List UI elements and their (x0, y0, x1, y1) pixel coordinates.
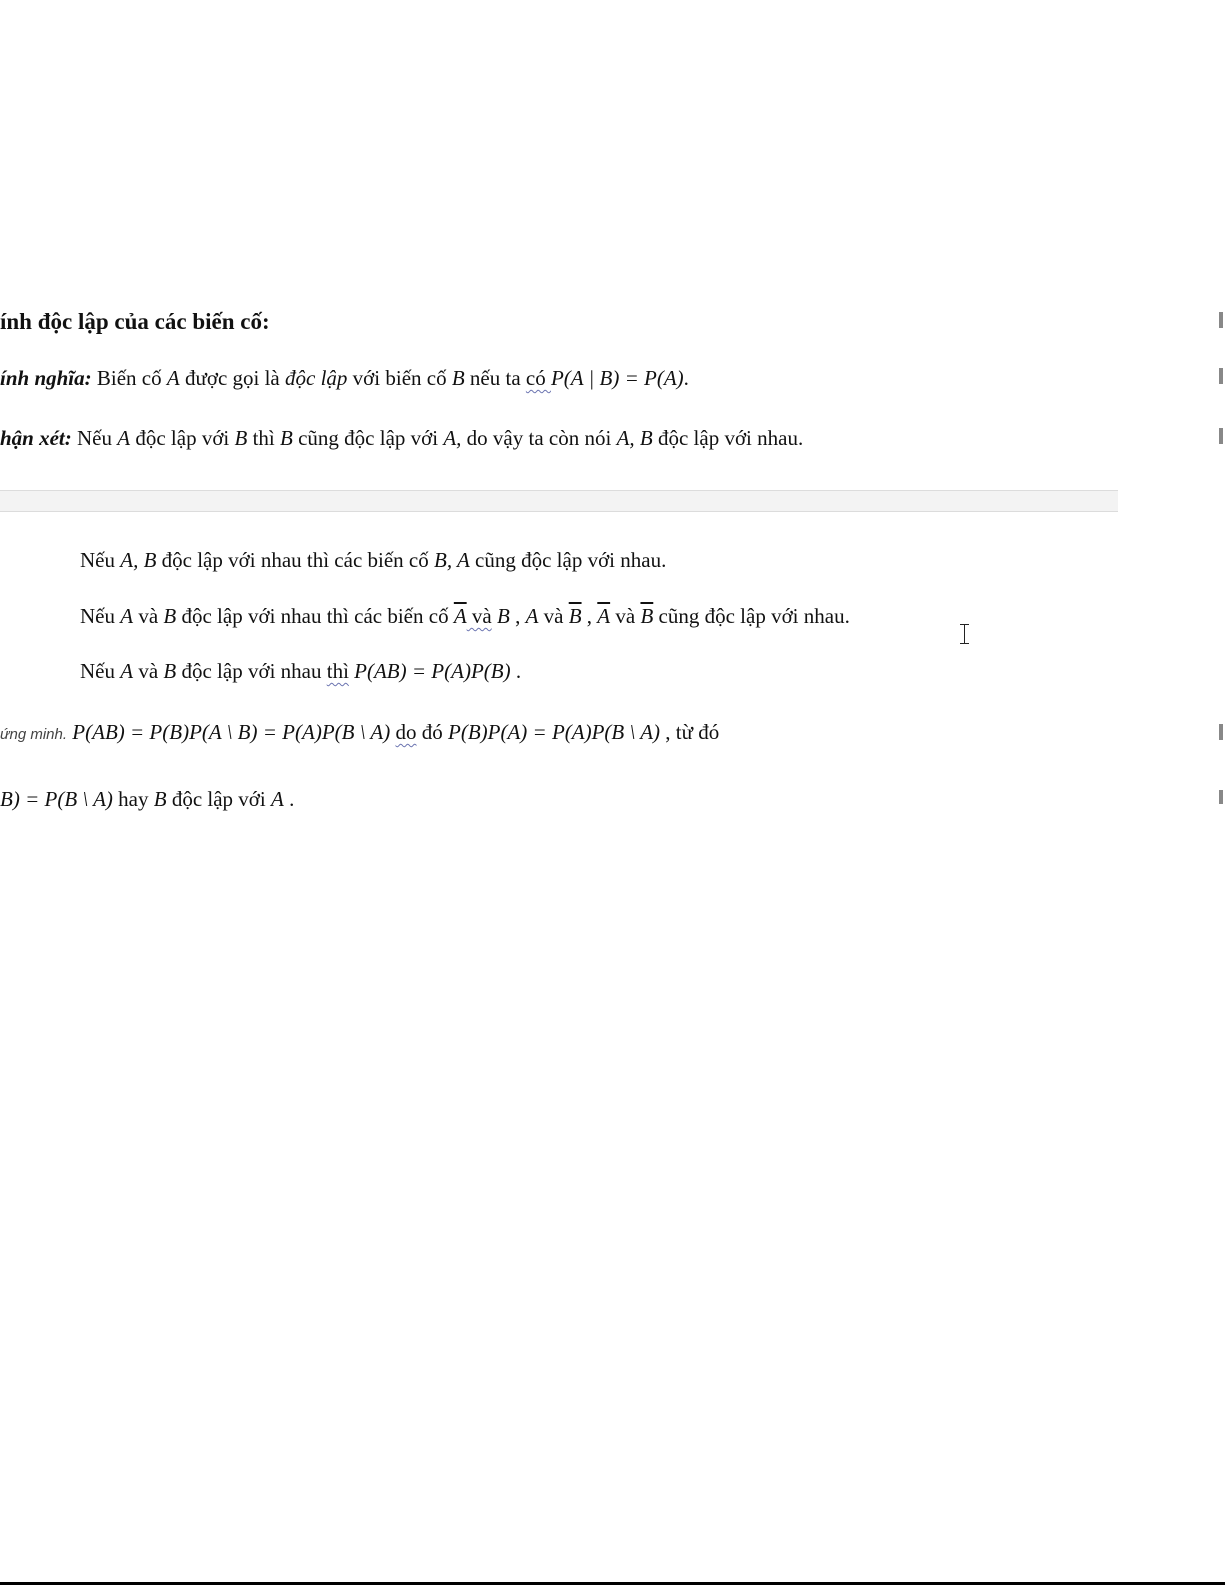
property-line-2: Nếu A và B độc lập với nhau thì các biến cố $\overline{A}$ và B , A và $\overline{B}$ , $\overline{A}$ và $\overline{B}$ cũng độc lập với nhau. (80, 604, 850, 628)
complement-A: $\overline{A}$ (453, 604, 467, 628)
complement-B: $\overline{B}$ (568, 604, 582, 628)
remark-label: hận xét: (0, 426, 72, 450)
right-edge-mark (1219, 790, 1223, 804)
italic-term: độc lập (285, 366, 348, 390)
right-edge-mark (1219, 428, 1223, 444)
product-formula: P(AB) = P(A)P(B) (348, 659, 511, 683)
property-line-3: Nếu A và B độc lập với nhau thì P(AB) = P(A)P(B) . (80, 659, 522, 683)
spellcheck-underline[interactable]: có (525, 366, 551, 390)
definition-line: ính nghĩa: Biến cố A được gọi là độc lập với biến cố B nếu ta có P(A | B) = P(A). (0, 366, 689, 390)
proof-label: ứng minh. (0, 726, 68, 743)
right-edge-mark (1219, 312, 1223, 328)
definition-formula: P(A | B) = P(A) (550, 366, 684, 390)
text-cursor-icon (959, 624, 971, 646)
right-edge-mark (1219, 724, 1223, 740)
definition-label: ính nghĩa: (0, 366, 92, 390)
spellcheck-underline[interactable]: do (395, 720, 417, 744)
page-break-divider (0, 490, 1118, 512)
right-edge-mark (1219, 368, 1223, 384)
spellcheck-underline[interactable]: và (466, 604, 492, 628)
conclusion-line: B) = P(B \ A) hay B độc lập với A . (0, 787, 295, 811)
property-line-1: Nếu A, B độc lập với nhau thì các biến cố B, A cũng độc lập với nhau. (80, 548, 667, 572)
complement-B: $\overline{B}$ (640, 604, 654, 628)
proof-line: ứng minh. P(AB) = P(B)P(A \ B) = P(A)P(B \ A) do đó P(B)P(A) = P(A)P(B \ A) , từ đó (0, 720, 720, 744)
section-heading: ính độc lập của các biến cố: (0, 309, 270, 334)
remark-line: hận xét: Nếu A độc lập với B thì B cũng độc lập với A, do vậy ta còn nói A, B độc lập với nhau. (0, 426, 804, 450)
complement-A: $\overline{A}$ (597, 604, 611, 628)
spellcheck-underline[interactable]: thì (326, 659, 349, 683)
